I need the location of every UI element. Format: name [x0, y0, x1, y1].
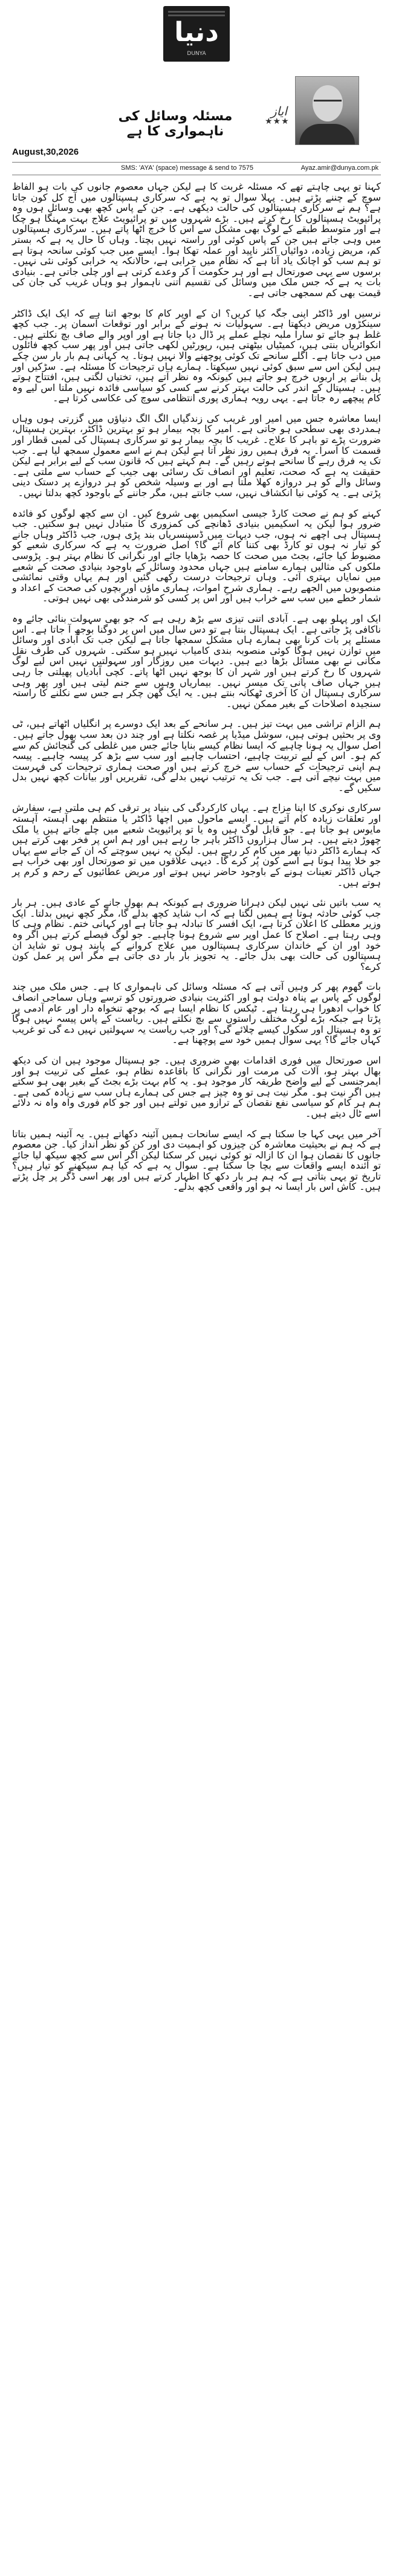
- columnist-email: Ayaz.amir@dunya.com.pk: [300, 164, 378, 172]
- logo-text: دنیا: [174, 17, 219, 48]
- article-paragraph: سرکاری نوکری کا اپنا مزاج ہے۔ یہاں کارکردگی کی بنیاد پر ترقی کم ہی ملتی ہے، سفارش اور تعلقات زیادہ کام آتے ہیں۔ ایسے ماحول میں اچھا ڈاکٹر یا منتظم بھی آہستہ آہستہ مایوس ہو جاتا ہے۔ جو قابل لوگ ہیں وہ یا تو پرائیویٹ شعبے میں چلے جاتے ہیں یا ملک چھوڑ دیتے ہیں۔ ہر سال ہزاروں ڈاکٹر باہر جا رہے ہیں اور ہم اس پر فخر بھی کرتے ہیں کہ ہمارے ڈاکٹر دنیا بھر میں کام کر رہے ہیں۔ لیکن یہ نہیں سوچتے کہ ان کے جانے سے یہاں جو خلا پیدا ہوتا ہے اسے کون پُر کرے گا۔ دیہی علاقوں میں تو صورتحال اور بھی خراب ہے جہاں ڈاکٹر تعینات ہونے کے باوجود حاضر نہیں ہوتے اور مریض عطائیوں کے رحم و کرم پر ہوتے ہیں۔: [12, 802, 381, 888]
- contact-bar: [12, 162, 381, 175]
- article-paragraph: بات گھوم پھر کر وہیں آتی ہے کہ مسئلہ وسائل کی ناہمواری کا ہے۔ جس ملک میں چند لوگوں کے پاس بے پناہ دولت ہو اور اکثریت بنیادی ضرورتوں کو ترسے وہاں سماجی انصاف کا خواب ادھورا ہی رہتا ہے۔ ٹیکس کا نظام ایسا ہے کہ بوجھ تنخواہ دار اور عام آدمی پر پڑتا ہے جبکہ بڑے لوگ مختلف راستوں سے بچ نکلتے ہیں۔ ریاست کے پاس پیسہ نہیں ہوگا تو وہ ہسپتال اور سکول کیسے چلائے گی؟ اور جب ریاست یہ سہولتیں نہیں دے گی تو غریب کہاں جائے گا؟ یہی سوال ہمیں خود سے پوچھنا ہے۔: [12, 981, 381, 1046]
- columnist-signature: ایاز: [271, 104, 287, 118]
- article-paragraph: ایک اور پہلو بھی ہے۔ آبادی اتنی تیزی سے بڑھ رہی ہے کہ جو بھی سہولت بنائی جائے وہ ناکافی پڑ جاتی ہے۔ ایک ہسپتال بنتا ہے تو دس سال میں اس پر دوگنا بوجھ آ جاتا ہے۔ اس مسئلے پر بات کرنا بھی ہمارے ہاں مشکل سمجھا جاتا ہے لیکن جب تک آبادی اور وسائل میں توازن نہیں ہوگا کوئی منصوبہ بندی کامیاب نہیں ہو سکتی۔ شہروں کی طرف نقل مکانی نے بھی مسائل بڑھا دیے ہیں۔ دیہات میں روزگار اور سہولتیں نہیں اس لیے لوگ شہروں کا رخ کرتے ہیں اور شہر ان کا بوجھ نہیں اٹھا پاتے۔ کچی آبادیاں پھیلتی جا رہی ہیں جہاں صاف پانی تک میسر نہیں۔ بیماریاں وہیں سے جنم لیتی ہیں اور پھر وہی سرکاری ہسپتال ان کا آخری ٹھکانہ بنتے ہیں۔ یہ ایک گھن چکر ہے جس سے نکلنے کا راستہ سنجیدہ اصلاحات کے بغیر ممکن نہیں۔: [12, 612, 381, 709]
- article-paragraph: ایسا معاشرہ جس میں امیر اور غریب کی زندگیاں الگ الگ دنیاؤں میں گزرتی ہوں وہاں ہمدردی بھی سطحی ہو جاتی ہے۔ امیر کا بچہ بیمار ہو تو بہترین ڈاکٹر، بہترین ہسپتال، ضرورت پڑے تو باہر کا علاج۔ غریب کا بچہ بیمار ہو تو سرکاری ہسپتال کی لمبی قطار اور قسمت کا آسرا۔ یہ فرق ہمیں روز نظر آتا ہے لیکن ہم نے اسے معمول سمجھ لیا ہے۔ جب تک یہ فرق رہے گا سانحے ہوتے رہیں گے۔ ہم کہتے ہیں کہ قانون سب کے لیے برابر ہے لیکن حقیقت یہ ہے کہ صحت، تعلیم اور انصاف تک رسائی بھی جیب کے حساب سے ملتی ہے۔ وسائل والے کو ہر دروازہ کھلا ملتا ہے اور بے وسیلہ شخص کو ہر دروازے پر دستک دینی پڑتی ہے۔ یہ کوئی نیا انکشاف نہیں، سب جانتے ہیں، مگر جاننے کے باوجود کچھ بدلتا نہیں۔: [12, 412, 381, 499]
- publication-date: August,30,2026: [12, 147, 79, 157]
- sms-instructions: SMS: 'AYA' (space) message & send to 7575: [121, 164, 254, 172]
- article-paragraph: یہ سب باتیں نئی نہیں لیکن دہرانا ضروری ہے کیونکہ ہم بھول جانے کے عادی ہیں۔ ہر بار جب کوئی حادثہ ہوتا ہے ہمیں لگتا ہے کہ اب شاید کچھ بدلے گا، مگر کچھ نہیں بدلتا۔ ایک وزیر معطلی کا اعلان کرتا ہے، ایک افسر کا تبادلہ ہو جاتا ہے اور کہانی ختم۔ نظام وہی کا وہی رہتا ہے۔ اصلاح کا عمل اوپر سے شروع ہونا چاہیے۔ جو لوگ فیصلے کرتے ہیں اگر وہ خود اور ان کے خاندان سرکاری ہسپتالوں میں علاج کروانے کے پابند ہوں تو شاید ان ہسپتالوں کی حالت بھی بدل جائے۔ یہ تجویز بار بار دی جاتی ہے مگر اس پر عمل کون کرے؟: [12, 897, 381, 972]
- article-paragraph: نرسیں اور ڈاکٹر اپنی جگہ کیا کریں؟ ان کے اوپر کام کا بوجھ اتنا ہے کہ ایک ایک ڈاکٹر سینکڑوں مریض دیکھتا ہے۔ سہولیات نہ ہونے کے برابر اور توقعات آسمان پر۔ جب کچھ غلط ہو جائے تو سارا ملبہ نچلے عملے پر ڈال دیا جاتا ہے اور اوپر والے صاف بچ نکلتے ہیں۔ انکوائریاں بنتی ہیں، کمیٹیاں بیٹھتی ہیں، رپورٹیں لکھی جاتی ہیں اور پھر سب کچھ فائلوں میں دب جاتا ہے۔ اگلے سانحے تک کوئی پوچھنے والا نہیں ہوتا۔ یہ کہانی ہم بار بار سن چکے ہیں لیکن اس سے سبق کوئی نہیں سیکھتا۔ ہمارے ہاں ترجیحات کا مسئلہ ہے۔ سڑکیں اور پل بنانے پر اربوں خرچ ہو جاتے ہیں کیونکہ وہ نظر آتے ہیں، تختیاں لگتی ہیں، افتتاح ہوتے ہیں۔ ہسپتال کے اندر کی حالت بہتر کرنے سے کسی کو سیاسی فائدہ نہیں ملتا اس لیے وہ کام پیچھے رہ جاتا ہے۔ یہی رویہ ہماری پوری انتظامی سوچ کی عکاسی کرتا ہے۔: [12, 307, 382, 404]
- article-paragraph: کہنا تو یہی چاہتے تھے کہ مسئلہ غربت کا ہے لیکن جہاں معصوم جانوں کی بات ہو الفاظ سوچ کے چننے پڑتے ہیں۔ پہلا سوال تو یہ ہے کہ سرکاری ہسپتالوں میں آج کل کون جاتا ہے؟ ہم نے سرکاری ہسپتالوں کی حالت دیکھی ہے۔ جن کے پاس کچھ بھی وسائل ہوں وہ پرائیویٹ ہسپتالوں کا رخ کرتے ہیں۔ بڑے شہروں میں تو پرائیویٹ علاج بہت مہنگا ہو چکا ہے اور متوسط طبقے کے لوگ بھی مشکل سے اس کا خرچ اٹھا پاتے ہیں۔ سرکاری ہسپتالوں میں وہی جاتے ہیں جن کے پاس کوئی اور راستہ نہیں بچتا۔ وہاں کا حال یہ ہے کہ بستر کم، مریض زیادہ، دوائیاں اکثر ناپید اور عملہ تھکا ہوا۔ ایسے میں جب کوئی سانحہ ہوتا ہے تو ہم سب کو اچانک یاد آتا ہے کہ نظام میں خرابی ہے، حالانکہ یہ خرابی کوئی نئی نہیں۔ برسوں سے یہی صورتحال ہے اور ہر حکومت آ کر وعدے کرتی ہے اور چلی جاتی ہے۔ بنیادی بات یہ ہے کہ جس ملک میں وسائل کی تقسیم اتنی ناہموار ہو وہاں غریب کی جان کی قیمت بھی کم سمجھی جاتی ہے۔: [12, 181, 381, 299]
- logo-subtext: DUNYA: [187, 51, 206, 57]
- article-body: [12, 181, 381, 2562]
- columnist-portrait: [295, 76, 359, 145]
- columnist-stars: ★★★: [265, 117, 290, 126]
- column-headline: مسئلہ وسائل کی ناہمواری کا ہے: [118, 109, 233, 139]
- newspaper-logo: [163, 6, 230, 62]
- article-paragraph: اس صورتحال میں فوری اقدامات بھی ضروری ہیں۔ جو ہسپتال موجود ہیں ان کی دیکھ بھال بہتر ہو، آلات کی مرمت اور نگرانی کا باقاعدہ نظام ہو، عملے کی تربیت ہو اور ایمرجنسی کے لیے واضح طریقہ کار موجود ہو۔ یہ کام بہت بڑے بجٹ کے بغیر بھی ہو سکتے ہیں اگر نیت ہو۔ مگر نیت ہی تو وہ چیز ہے جس کی ہمارے ہاں سب سے زیادہ کمی ہے۔ ہم ہر کام کو سیاسی نفع نقصان کے ترازو میں تولتے ہیں اور جو کام فوری واہ واہ نہ دلائے اسے ٹال دیتے ہیں۔: [12, 1054, 381, 1119]
- article-paragraph: کہنے کو ہم نے صحت کارڈ جیسی اسکیمیں بھی شروع کیں۔ ان سے کچھ لوگوں کو فائدہ ضرور ہوا لیکن یہ اسکیمیں بنیادی ڈھانچے کی کمزوری کا متبادل نہیں ہو سکتیں۔ جب ہسپتال ہی اچھے نہ ہوں، جب دیہات میں ڈسپنسریاں بند پڑی ہوں، جب ڈاکٹر وہاں جانے کو تیار نہ ہوں تو کارڈ بھی کتنا کام آئے گا؟ اصل ضرورت یہ ہے کہ سرکاری شعبے کو مضبوط کیا جائے، بجٹ میں صحت کا حصہ بڑھایا جائے اور نگرانی کا نظام بہتر ہو۔ پڑوسی ملکوں کی مثالیں ہمارے سامنے ہیں جہاں محدود وسائل کے باوجود بنیادی صحت کے شعبے میں نمایاں بہتری آئی۔ وہاں ترجیحات درست رکھی گئیں اور ہم یہاں وقتی نمائشی منصوبوں میں الجھے رہے۔ ہماری شرحِ اموات، ہماری ماؤں اور بچوں کی صحت کے اعداد و شمار خطے میں سب سے خراب ہیں اور اس پر کسی کو شرمندگی بھی نہیں ہوتی۔: [12, 507, 381, 604]
- article-paragraph: آخر میں یہی کہا جا سکتا ہے کہ ایسے سانحات ہمیں آئینہ دکھاتے ہیں۔ یہ آئینہ ہمیں بتاتا ہے کہ ہم نے بحیثیت معاشرہ کن چیزوں کو اہمیت دی اور کن کو نظر انداز کیا۔ جن معصوم جانوں کا نقصان ہوا ان کا ازالہ تو کوئی نہیں کر سکتا لیکن اگر اس سے کچھ سیکھ لیا جائے تو آئندہ ایسے واقعات سے بچا جا سکتا ہے۔ سوال یہ ہے کہ کیا ہم سیکھنے کو تیار ہیں؟ تاریخ تو یہی بتاتی ہے کہ ہم ہر بار دکھ کا اظہار کرتے ہیں اور پھر اسی ڈگر پر چل پڑتے ہیں۔ کاش اس بار ایسا نہ ہو اور واقعی کچھ بدلے۔: [12, 1128, 381, 1193]
- article-paragraph: ہم الزام تراشی میں بہت تیز ہیں۔ ہر سانحے کے بعد ایک دوسرے پر انگلیاں اٹھاتے ہیں، ٹی وی پر بحثیں ہوتی ہیں، سوشل میڈیا پر غصہ نکلتا ہے اور چند دن بعد سب بھول جاتے ہیں۔ اصل سوال یہ ہونا چاہیے کہ ایسا نظام کیسے بنایا جائے جس میں غلطی کی گنجائش کم سے کم ہو۔ اس کے لیے تربیت چاہیے، احتساب چاہیے اور سب سے بڑھ کر پیسہ چاہیے۔ پیسہ ہم اپنی ترجیحات کے حساب سے خرچ کرتے ہیں اور صحت ہماری ترجیحات کی فہرست میں بہت نیچے آتی ہے۔ جب تک یہ ترتیب نہیں بدلے گی، تقریریں اور بیانات کچھ نہیں بدل سکیں گے۔: [12, 718, 381, 793]
